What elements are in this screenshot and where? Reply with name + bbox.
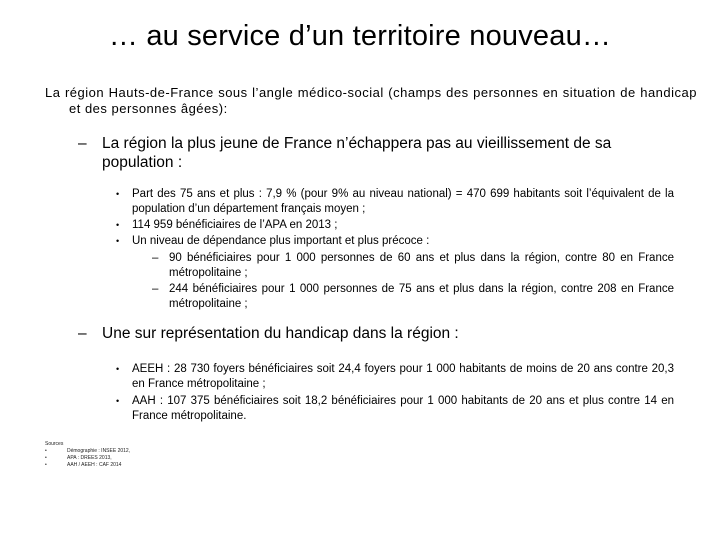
- bullet-icon: •: [45, 462, 47, 468]
- sources-label: Sources: [45, 441, 64, 447]
- section2-bullet-1: AEEH : 28 730 foyers bénéficiaires soit 24,4 foyers pour 1 000 habitants de moins de 20 ans contre 20,3 en France métropolitaine ;: [132, 363, 674, 390]
- dash-marker: –: [152, 283, 159, 295]
- list-item: [116, 394, 674, 424]
- bullet-icon: •: [45, 448, 47, 454]
- slide-title: … au service d’un territoire nouveau…: [108, 20, 612, 52]
- list-item: [116, 187, 674, 217]
- source-item: [45, 455, 130, 462]
- bullet-icon: •: [116, 220, 120, 230]
- bullet-icon: •: [116, 189, 120, 199]
- source-item: [45, 462, 130, 469]
- list-item: [116, 218, 674, 233]
- bullet-icon: •: [116, 396, 120, 406]
- section2-bullet-2: AAH : 107 375 bénéficiaires soit 18,2 bénéficiaires pour 1 000 habitants de 20 ans et plus contre 14 en France métropolitaine.: [132, 395, 674, 422]
- dash-marker: –: [78, 325, 87, 342]
- dash-marker: –: [152, 252, 159, 264]
- source-text: Démographie : INSEE 2012,: [67, 448, 131, 454]
- sources-footnote: [45, 441, 130, 469]
- bullet-icon: •: [116, 236, 120, 246]
- section1-subbullet-2: 244 bénéficiaires pour 1 000 personnes de 75 ans et plus dans la région, contre 208 en France métropolitaine ;: [169, 283, 674, 310]
- intro-paragraph: La région Hauts-de-France sous l’angle médico-social (champs des personnes en situation de handicap et des personnes âgées):: [45, 85, 697, 116]
- section1-bullet-1: Part des 75 ans et plus : 7,9 % (pour 9% au niveau national) = 470 699 habitants soit l’équivalent de la population d’un département français moyen ;: [132, 188, 674, 215]
- list-item: [152, 251, 674, 281]
- section1-bullet-3: Un niveau de dépendance plus important et plus précoce :: [132, 235, 430, 247]
- section2-heading: Une sur représentation du handicap dans la région :: [102, 325, 459, 342]
- source-text: AAH / AEEH : CAF 2014: [67, 462, 122, 468]
- section1-heading: La région la plus jeune de France n’échappera pas au vieillissement de sa population :: [102, 135, 612, 171]
- section2-heading-item: [78, 324, 674, 343]
- bullet-icon: •: [45, 455, 47, 461]
- section1-heading-item: [78, 134, 674, 172]
- dash-marker: –: [78, 135, 87, 152]
- list-item: [116, 234, 674, 249]
- list-item: [152, 282, 674, 312]
- bullet-icon: •: [116, 364, 120, 374]
- list-item: [116, 362, 674, 392]
- source-item: [45, 448, 130, 455]
- section1-bullet-2: 114 959 bénéficiaires de l’APA en 2013 ;: [132, 219, 338, 231]
- source-text: APA : DREES 2013,: [67, 455, 112, 461]
- section1-subbullet-1: 90 bénéficiaires pour 1 000 personnes de 60 ans et plus dans la région, contre 80 en France métropolitaine ;: [169, 252, 674, 279]
